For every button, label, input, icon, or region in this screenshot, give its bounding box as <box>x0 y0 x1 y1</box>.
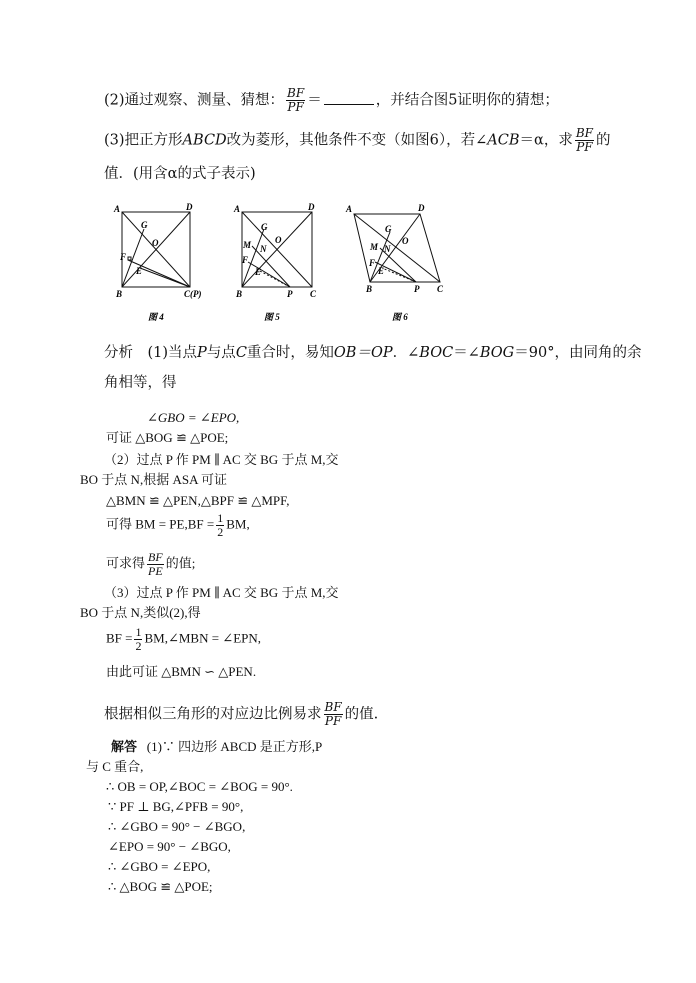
figure-4 <box>110 200 220 334</box>
analysis-eq1: ∠GBO = ∠EPO, <box>147 410 240 425</box>
analysis-eq2: 可证 △BOG ≌ △POE; <box>106 430 229 445</box>
solution-line4: ∵ PF ⊥ BG,∠PFB = 90°, <box>108 799 244 814</box>
svg-text:D: D <box>186 202 193 212</box>
analysis-step3-c: BF = $\frac{1}{2}$ BM,∠MBN = ∠EPN, <box>106 625 262 653</box>
svg-text:A: A <box>234 204 241 214</box>
svg-text:B: B <box>236 289 243 299</box>
svg-text:P: P <box>414 284 420 294</box>
svg-text:F: F <box>242 255 249 265</box>
analysis-step2-e: 可求得 $\frac{BF}{PE}$ 的值; <box>106 550 196 578</box>
figure-4-diagram <box>110 200 220 330</box>
svg-text:F: F <box>120 252 127 262</box>
question-2: (2)通过观察、测量、猜想： $\frac{BF}{PF}$ ＝ ，并结合图5证明你的猜想； <box>104 86 559 114</box>
analysis-line1: 分析 (1)当点P与点C重合时，易知OB＝OP．∠BOC＝∠BOG＝90°，由同角的余 <box>104 345 642 361</box>
solution-line2: 与 C 重合, <box>86 759 144 774</box>
svg-text:F: F <box>369 258 376 268</box>
solution-line1: 解答 (1)∵ 四边形 ABCD 是正方形,P <box>111 739 323 754</box>
svg-text:O: O <box>152 238 159 248</box>
solution-line3: ∴ OB = OP,∠BOC = ∠BOG = 90°. <box>106 779 293 794</box>
figure-5 <box>230 200 340 334</box>
analysis-step2-c: △BMN ≌ △PEN,△BPF ≌ △MPF, <box>106 493 290 508</box>
svg-text:C(P): C(P) <box>184 289 202 299</box>
question-3: (3)把正方形ABCD改为菱形，其他条件不变（如图6），若∠ACB＝α，求 $\frac{BF}{PF}$ 的 <box>104 126 611 154</box>
analysis-step2-d: 可得 BM = PE,BF = $\frac{1}{2}$ BM, <box>106 511 250 539</box>
svg-text:E: E <box>255 267 262 277</box>
figure-5-diagram <box>230 200 340 330</box>
analysis-step3-b: BO 于点 N,类似(2),得 <box>80 605 201 620</box>
question-3-line2: 值．(用含α的式子表示) <box>104 166 256 182</box>
svg-text:A: A <box>114 204 121 214</box>
figure-6 <box>340 200 460 334</box>
svg-text:O: O <box>402 236 409 246</box>
svg-text:N: N <box>260 244 267 254</box>
solution-line8: ∴ △BOG ≌ △POE; <box>108 879 213 894</box>
fraction-bf-pf: $\frac{BF}{PF}$ <box>575 126 593 154</box>
svg-text:D: D <box>308 202 315 212</box>
fraction-bf-pf: $\frac{BF}{PF}$ <box>287 86 305 114</box>
solution-line7: ∴ ∠GBO = ∠EPO, <box>108 859 211 874</box>
answer-blank <box>324 90 374 105</box>
svg-text:E: E <box>136 266 143 276</box>
svg-text:图 6: 图 6 <box>392 312 408 322</box>
svg-text:C: C <box>310 289 317 299</box>
analysis-step2-b: BO 于点 N,根据 ASA 可证 <box>80 472 227 487</box>
analysis-step2-a: （2）过点 P 作 PM ∥ AC 交 BG 于点 M,交 <box>104 452 339 467</box>
figure-6-diagram <box>340 200 460 330</box>
solution-line5: ∴ ∠GBO = 90° − ∠BGO, <box>108 819 246 834</box>
svg-text:G: G <box>141 220 148 230</box>
svg-text:E: E <box>378 266 385 276</box>
svg-text:C: C <box>437 284 444 294</box>
solution-line6: ∠EPO = 90° − ∠BGO, <box>108 839 231 854</box>
analysis-step3-a: （3）过点 P 作 PM ∥ AC 交 BG 于点 M,交 <box>104 585 339 600</box>
analysis-step3-d: 由此可证 △BMN ∽ △PEN. <box>106 664 257 679</box>
svg-text:B: B <box>366 284 373 294</box>
svg-text:G: G <box>385 224 392 234</box>
analysis-line2: 角相等，得 <box>104 375 177 391</box>
svg-text:N: N <box>384 244 391 254</box>
svg-text:P: P <box>287 289 293 299</box>
svg-text:M: M <box>243 240 252 250</box>
svg-text:M: M <box>370 242 379 252</box>
svg-text:A: A <box>346 204 353 214</box>
svg-text:O: O <box>275 235 282 245</box>
svg-text:图 4: 图 4 <box>148 312 164 322</box>
svg-text:D: D <box>418 203 425 213</box>
svg-text:图 5: 图 5 <box>264 312 280 322</box>
svg-text:G: G <box>261 222 268 232</box>
svg-text:B: B <box>116 289 123 299</box>
analysis-final: 根据相似三角形的对应边比例易求 $\frac{BF}{PF}$ 的值. <box>104 700 379 728</box>
